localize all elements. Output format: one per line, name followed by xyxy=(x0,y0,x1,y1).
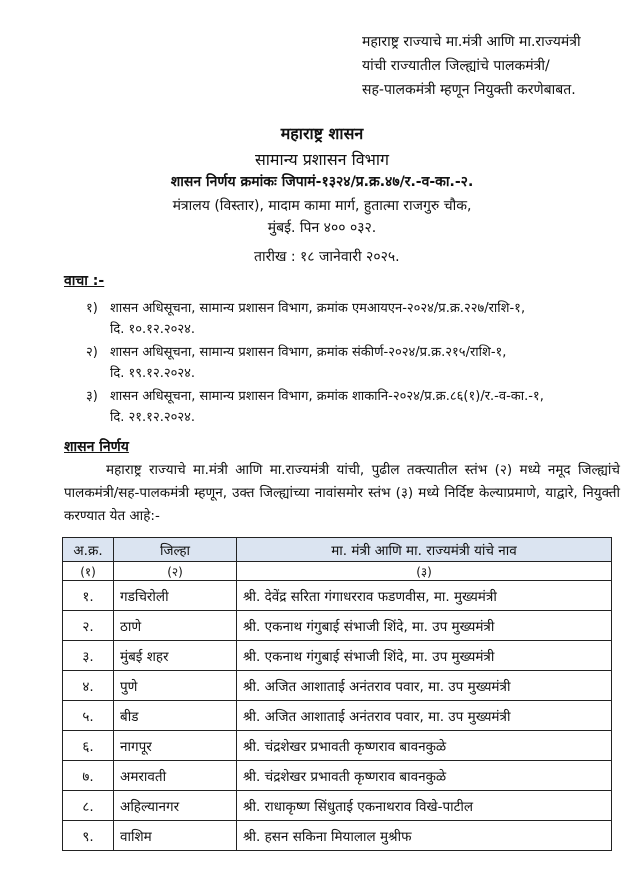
minister-cell: श्री. देवेंद्र सरिता गंगाधरराव फडणवीस, मा. मुख्यमंत्री xyxy=(237,581,612,611)
reference-line: शासन अधिसूचना, सामान्य प्रशासन विभाग, क्रमांक शाकानि-२०२४/प्र.क्र.८६(१)/र.-व-का.-१, xyxy=(110,389,544,404)
subject-line: यांची राज्यातील जिल्ह्यांचे पालकमंत्री/ xyxy=(362,58,550,74)
subject-block xyxy=(362,30,632,102)
serial-cell: ५. xyxy=(63,701,114,731)
reference-number: १) xyxy=(86,301,98,316)
district-cell: गडचिरोली xyxy=(114,581,237,611)
serial-cell: ७. xyxy=(63,761,114,791)
reference-line: शासन अधिसूचना, सामान्य प्रशासन विभाग, क्रमांक एमआयएन-२०२४/प्र.क्र.२२७/राशि-१, xyxy=(110,301,526,316)
reference-item xyxy=(86,342,626,384)
column-header-district: जिल्हा xyxy=(114,538,237,562)
minister-cell: श्री. अजित आशाताई अनंतराव पवार, मा. उप मुख्यमंत्री xyxy=(237,701,612,731)
government-title: महाराष्ट्र शासन xyxy=(280,124,364,143)
reference-line: दि. १९.१२.२०२४. xyxy=(110,366,196,381)
subject-line: महाराष्ट्र राज्याचे मा.मंत्री आणि मा.राज्यमंत्री xyxy=(362,34,581,50)
minister-cell: श्री. राधाकृष्ण सिंधुताई एकनाथराव विखे-पाटील xyxy=(237,791,612,821)
serial-cell: ३. xyxy=(63,641,114,671)
table-row xyxy=(63,671,612,701)
table-row xyxy=(63,731,612,761)
minister-cell: श्री. एकनाथ गंगुबाई संभाजी शिंदे, मा. उप मुख्यमंत्री xyxy=(237,611,612,641)
column-header-minister: मा. मंत्री आणि मा. राज्यमंत्री यांचे नाव xyxy=(237,538,612,562)
table-row xyxy=(63,821,612,851)
reference-item xyxy=(86,298,626,340)
column-number: (१) xyxy=(63,562,114,581)
document-date: तारीख : १८ जानेवारी २०२५. xyxy=(254,249,400,265)
column-number: (३) xyxy=(237,562,612,581)
district-cell: बीड xyxy=(114,701,237,731)
column-header-serial: अ.क्र. xyxy=(63,538,114,562)
district-cell: मुंबई शहर xyxy=(114,641,237,671)
subject-line: सह-पालकमंत्री म्हणून नियुक्ती करणेबाबत. xyxy=(362,82,576,98)
gr-number: शासन निर्णय क्रमांकः जिपामं-१३२४/प्र.क्र.४७/र.-व-का.-२. xyxy=(170,174,474,190)
table-row xyxy=(63,791,612,821)
serial-cell: ६. xyxy=(63,731,114,761)
serial-cell: २. xyxy=(63,611,114,641)
district-cell: नागपूर xyxy=(114,731,237,761)
minister-cell: श्री. हसन सकिना मियालाल मुश्रीफ xyxy=(237,821,612,851)
minister-cell: श्री. एकनाथ गंगुबाई संभाजी शिंदे, मा. उप मुख्यमंत्री xyxy=(237,641,612,671)
district-cell: अमरावती xyxy=(114,761,237,791)
decision-title: शासन निर्णय xyxy=(64,439,129,455)
reference-line: दि. २१.१२.२०२४. xyxy=(110,410,196,425)
serial-cell: ८. xyxy=(63,791,114,821)
reference-item xyxy=(86,386,626,428)
table-row xyxy=(63,641,612,671)
district-cell: वाशिम xyxy=(114,821,237,851)
table-row xyxy=(63,581,612,611)
table-row xyxy=(63,701,612,731)
reference-line: दि. १०.१२.२०२४. xyxy=(110,322,196,337)
address-line-2: मुंबई. पिन ४०० ०३२. xyxy=(267,220,377,236)
district-cell: अहिल्यानगर xyxy=(114,791,237,821)
department-title: सामान्य प्रशासन विभाग xyxy=(254,150,390,169)
table-subheader-row xyxy=(63,562,612,581)
serial-cell: ४. xyxy=(63,671,114,701)
references-title: वाचा :- xyxy=(64,273,105,289)
serial-cell: १. xyxy=(63,581,114,611)
appointments-table xyxy=(62,537,612,851)
references-list xyxy=(86,298,626,430)
district-cell: ठाणे xyxy=(114,611,237,641)
table-header-row xyxy=(63,538,612,562)
minister-cell: श्री. चंद्रशेखर प्रभावती कृष्णराव बावनकुळे xyxy=(237,731,612,761)
minister-cell: श्री. चंद्रशेखर प्रभावती कृष्णराव बावनकुळे xyxy=(237,761,612,791)
decision-text: महाराष्ट्र राज्याचे मा.मंत्री आणि मा.राज्यमंत्री यांची, पुढील तक्त्यातील स्तंभ (२) मध्ये नमूद जिल्ह्यांचे पालकमंत्री/सह-पालकमंत्री म्हणून, उक्त जिल्ह्यांच्या नावांसमोर स्तंभ (३) मध्ये निर्दिष्ट केल्याप्रमाणे, याद्वारे, नियुक्ती करण्यात येत आहे:- xyxy=(64,462,620,524)
serial-cell: ९. xyxy=(63,821,114,851)
address-line-1: मंत्रालय (विस्तार), मादाम कामा मार्ग, हुतात्मा राजगुरु चौक, xyxy=(172,198,472,214)
minister-cell: श्री. अजित आशाताई अनंतराव पवार, मा. उप मुख्यमंत्री xyxy=(237,671,612,701)
reference-line: शासन अधिसूचना, सामान्य प्रशासन विभाग, क्रमांक संकीर्ण-२०२४/प्र.क्र.२१५/राशि-१, xyxy=(110,345,507,360)
column-number: (२) xyxy=(114,562,237,581)
reference-number: ३) xyxy=(86,389,98,404)
district-cell: पुणे xyxy=(114,671,237,701)
table-row xyxy=(63,611,612,641)
table-row xyxy=(63,761,612,791)
reference-number: २) xyxy=(86,345,98,360)
